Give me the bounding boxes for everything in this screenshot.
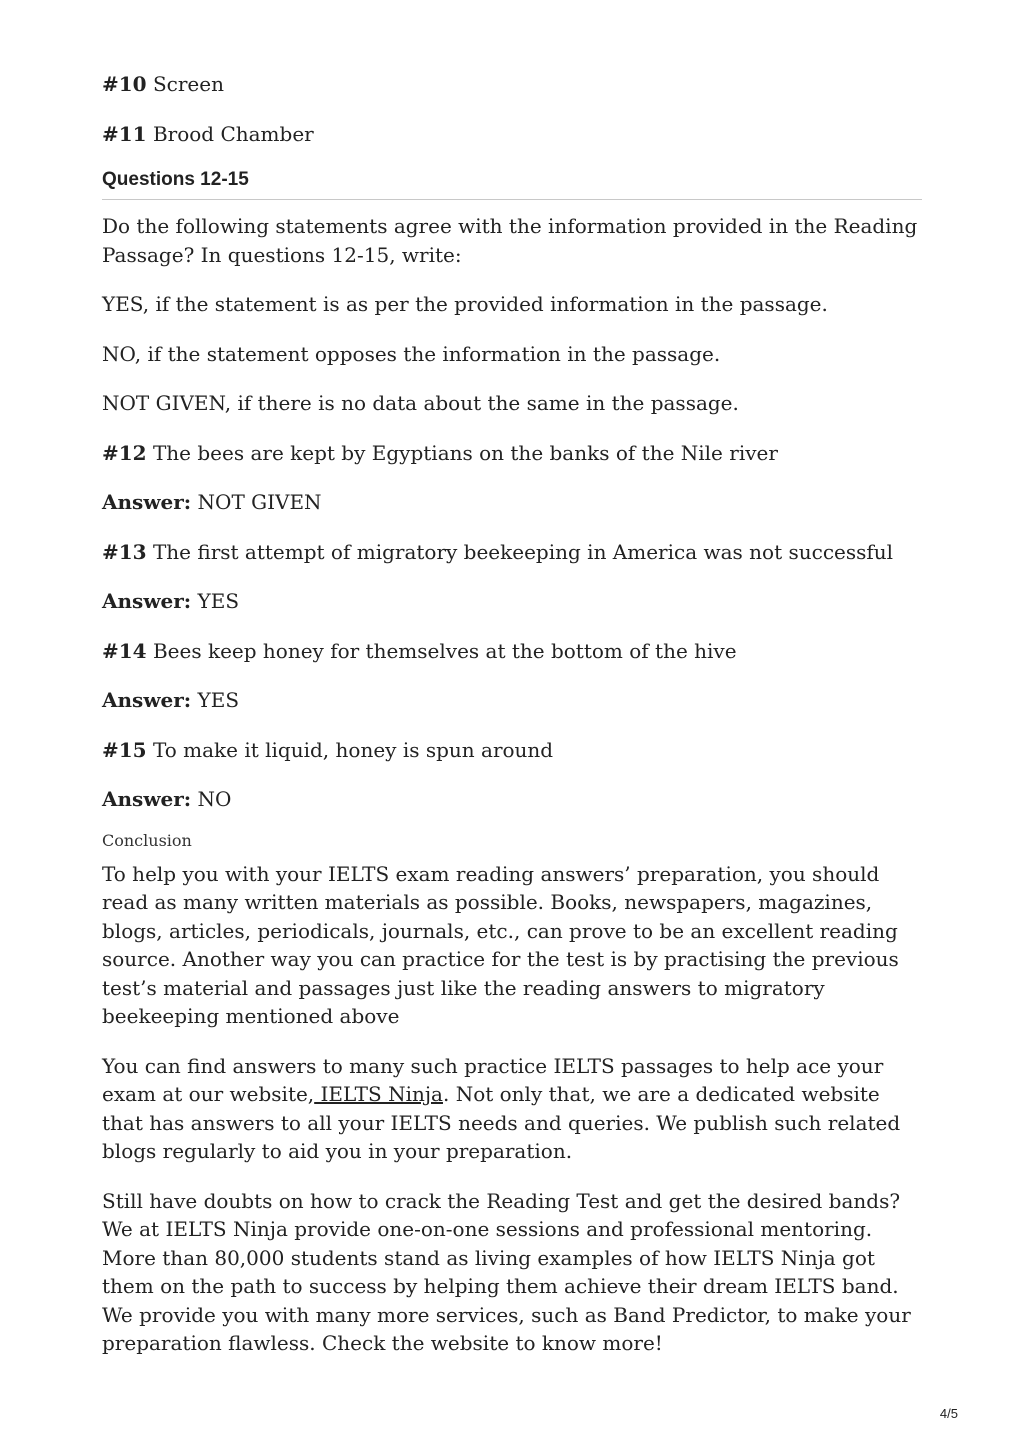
answer-value: NOT GIVEN	[197, 490, 322, 514]
question-number: #15	[102, 737, 147, 762]
answer-12	[102, 488, 922, 517]
answer-14	[102, 686, 922, 715]
instructions-intro: Do the following statements agree with the information provided in the Reading Passage? In questions 12-15, write:	[102, 214, 918, 267]
paragraph-text: You can find answers to many such practice IELTS passages to help ace your exam at our website,	[102, 1053, 884, 1106]
question-text: Bees keep honey for themselves at the bottom of the hive	[152, 638, 737, 663]
item-number: #10	[102, 72, 147, 96]
conclusion-paragraph-2	[102, 1052, 922, 1166]
instructions-yes: YES, if the statement is as per the provided information in the passage.	[102, 292, 828, 316]
ielts-ninja-link[interactable]: IELTS Ninja	[314, 1082, 443, 1106]
question-text: To make it liquid, honey is spun around	[152, 737, 554, 762]
answer-15	[102, 785, 922, 814]
question-12	[102, 439, 922, 468]
instructions-no: NO, if the statement opposes the information in the passage.	[102, 341, 721, 366]
answer-label: Answer:	[102, 589, 192, 613]
item-text: Brood Chamber	[152, 121, 314, 146]
document-page	[102, 70, 922, 1379]
question-14	[102, 637, 922, 666]
item-text: Screen	[152, 72, 224, 96]
question-15	[102, 736, 922, 765]
question-number: #12	[102, 440, 147, 465]
question-text: The first attempt of migratory beekeeping in America was not successful	[152, 539, 894, 564]
answer-value: NO	[197, 787, 232, 811]
conclusion-heading: Conclusion	[102, 830, 192, 850]
answer-value: YES	[197, 688, 240, 712]
answer-label: Answer:	[102, 490, 192, 514]
item-number: #11	[102, 121, 147, 146]
answer-value: YES	[197, 589, 240, 613]
item-10	[102, 70, 922, 99]
answer-13	[102, 587, 922, 616]
item-11	[102, 120, 922, 149]
question-13	[102, 538, 922, 567]
answer-label: Answer:	[102, 688, 192, 712]
answer-label: Answer:	[102, 787, 192, 811]
questions-heading: Questions 12-15	[102, 169, 922, 200]
question-text: The bees are kept by Egyptians on the banks of the Nile river	[152, 440, 778, 465]
page-number: 4/5	[939, 1406, 958, 1421]
conclusion-paragraph-1: To help you with your IELTS exam reading answers’ preparation, you should read as many written materials as possible. Books, newspapers, magazines, blogs, articles, periodicals, journals, etc., can prove to be an excellent reading source. Another way you can practice for the test is by practising the previous test’s material and passages just like the reading answers to migratory beekeeping mentioned above	[102, 861, 899, 1028]
question-number: #14	[102, 638, 147, 663]
instructions-not-given: NOT GIVEN, if there is no data about the same in the passage.	[102, 391, 739, 415]
paragraph-text: . Not only that, we are a dedicated website that has answers to all your IELTS needs and queries. We publish such related blogs regularly to aid you in your preparation.	[102, 1082, 901, 1163]
conclusion-paragraph-3: Still have doubts on how to crack the Reading Test and get the desired bands? We at IELTS Ninja provide one-on-one sessions and professional mentoring. More than 80,000 students stand as living examples of how IELTS Ninja got them on the path to success by helping them achieve their dream IELTS band. We provide you with many more services, such as Band Predictor, to make your preparation flawless. Check the website to know more!	[102, 1188, 911, 1355]
question-number: #13	[102, 539, 147, 564]
